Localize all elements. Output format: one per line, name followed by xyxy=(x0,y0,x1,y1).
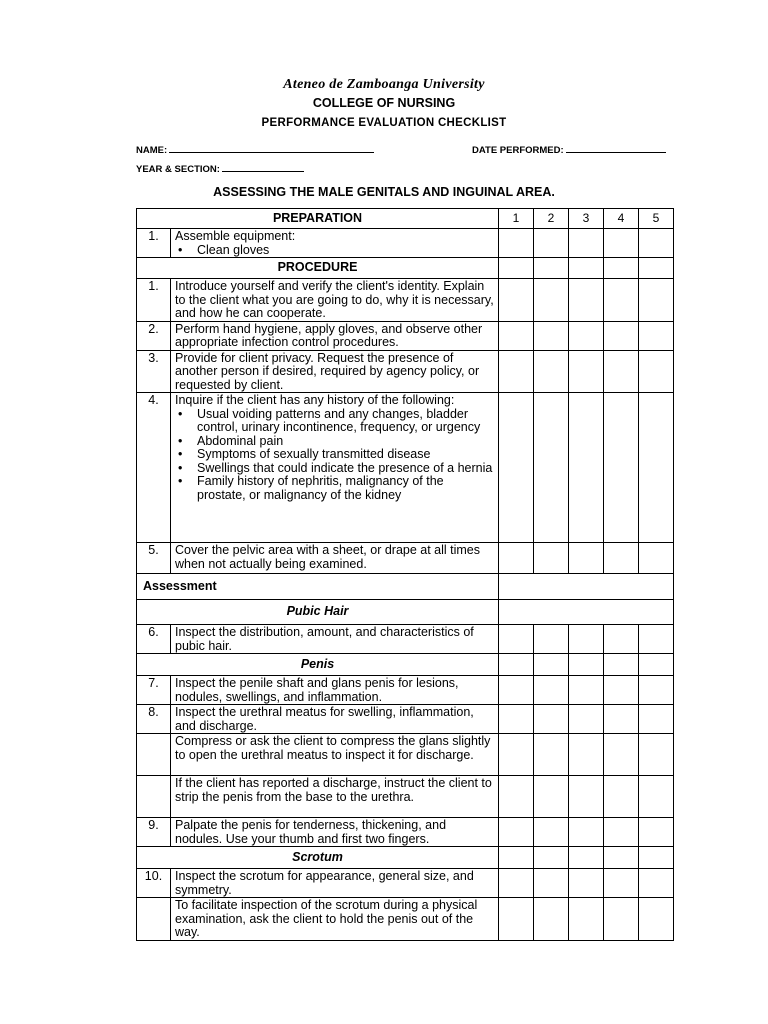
score-cell[interactable] xyxy=(604,543,639,574)
score-cell[interactable] xyxy=(534,229,569,258)
score-cell[interactable] xyxy=(604,705,639,734)
item-number: 1. xyxy=(137,279,171,322)
item-number: 10. xyxy=(137,869,171,898)
name-field xyxy=(136,143,374,156)
date-blank[interactable] xyxy=(566,143,666,153)
score-cell[interactable] xyxy=(639,776,674,818)
bullet-item: • Symptoms of sexually transmitted disease xyxy=(178,447,431,461)
score-cell[interactable] xyxy=(499,776,534,818)
score-cell xyxy=(534,847,569,869)
score-cell xyxy=(639,654,674,676)
score-cell[interactable] xyxy=(604,321,639,350)
preparation-heading: PREPARATION xyxy=(137,209,499,229)
score-cell[interactable] xyxy=(569,321,604,350)
score-cell[interactable] xyxy=(639,869,674,898)
item-text: Introduce yourself and verify the client's identity. Explain to the client what you are going to do, why it is necessary, and how he can cooperate. xyxy=(171,279,499,322)
score-cell[interactable] xyxy=(499,676,534,705)
item-text: Inspect the scrotum for appearance, general size, and symmetry. xyxy=(171,869,499,898)
score-cell[interactable] xyxy=(639,321,674,350)
score-cell[interactable] xyxy=(604,625,639,654)
score-cell[interactable] xyxy=(499,705,534,734)
score-cell[interactable] xyxy=(604,818,639,847)
year-section-blank[interactable] xyxy=(222,162,304,172)
score-cell[interactable] xyxy=(499,734,534,776)
item-number: 7. xyxy=(137,676,171,705)
score-cell[interactable] xyxy=(569,705,604,734)
score-cell[interactable] xyxy=(499,869,534,898)
item-text: Inspect the distribution, amount, and characteristics of pubic hair. xyxy=(171,625,499,654)
score-cell[interactable] xyxy=(604,676,639,705)
subheading-row xyxy=(137,847,674,869)
score-cell[interactable] xyxy=(534,543,569,574)
item-text: Cover the pelvic area with a sheet, or drape at all times when not actually being examined. xyxy=(171,543,499,574)
score-cell xyxy=(534,258,569,279)
score-cell[interactable] xyxy=(534,350,569,393)
score-cell[interactable] xyxy=(499,393,534,543)
score-cell[interactable] xyxy=(499,279,534,322)
university-name: Ateneo de Zamboanga University xyxy=(283,77,485,92)
score-cell[interactable] xyxy=(569,818,604,847)
score-cell[interactable] xyxy=(534,625,569,654)
table-row xyxy=(137,705,674,734)
score-cell[interactable] xyxy=(639,818,674,847)
preparation-header-row xyxy=(137,209,674,229)
subheading-row xyxy=(137,600,674,625)
item-number: 1. xyxy=(137,229,171,258)
item-text: Perform hand hygiene, apply gloves, and observe other appropriate infection control procedures. xyxy=(171,321,499,350)
table-row xyxy=(137,776,674,818)
college-name: COLLEGE OF NURSING xyxy=(312,96,456,110)
score-header: 5 xyxy=(639,209,674,229)
procedure-header-row xyxy=(137,258,674,279)
score-cell[interactable] xyxy=(604,776,639,818)
bullet-item: • Swellings that could indicate the presence of a hernia xyxy=(178,460,493,475)
score-cell[interactable] xyxy=(569,776,604,818)
score-cell xyxy=(569,258,604,279)
score-cell[interactable] xyxy=(639,705,674,734)
score-cell[interactable] xyxy=(534,393,569,543)
name-blank[interactable] xyxy=(169,143,374,153)
item-number: 4. xyxy=(137,393,171,543)
score-cell[interactable] xyxy=(499,898,534,941)
table-row xyxy=(137,229,674,258)
score-cell[interactable] xyxy=(604,869,639,898)
blank-cell xyxy=(499,600,674,625)
assessment-row xyxy=(137,574,674,600)
score-cell[interactable] xyxy=(534,898,569,941)
name-label: NAME: xyxy=(136,145,168,156)
item-text: Compress or ask the client to compress the glans slightly to open the urethral meatus to inspect it for discharge. xyxy=(171,734,499,776)
item-label: Assemble equipment: xyxy=(175,229,296,243)
score-cell xyxy=(604,847,639,869)
item-number: 3. xyxy=(137,350,171,393)
item-text: Palpate the penis for tenderness, thickening, and nodules. Use your thumb and first two fingers. xyxy=(171,818,499,847)
score-cell[interactable] xyxy=(534,279,569,322)
score-cell[interactable] xyxy=(569,393,604,543)
item-text: Inspect the penile shaft and glans penis for lesions, nodules, swellings, and inflammation. xyxy=(171,676,499,705)
score-cell[interactable] xyxy=(569,543,604,574)
score-cell[interactable] xyxy=(639,734,674,776)
score-cell[interactable] xyxy=(569,279,604,322)
date-field xyxy=(472,143,666,156)
score-cell[interactable] xyxy=(639,898,674,941)
table-row xyxy=(137,676,674,705)
score-header: 1 xyxy=(499,209,534,229)
score-cell[interactable] xyxy=(534,705,569,734)
date-label: DATE PERFORMED: xyxy=(472,145,564,156)
item-number: 5. xyxy=(137,543,171,574)
blank-cell xyxy=(499,574,674,600)
table-row xyxy=(137,734,674,776)
score-cell[interactable] xyxy=(499,818,534,847)
score-cell[interactable] xyxy=(569,734,604,776)
score-cell[interactable] xyxy=(534,869,569,898)
procedure-heading: PROCEDURE xyxy=(137,258,499,279)
score-cell[interactable] xyxy=(639,393,674,543)
score-cell[interactable] xyxy=(604,898,639,941)
item-number: 9. xyxy=(137,818,171,847)
pubic-hair-heading: Pubic Hair xyxy=(137,600,499,625)
bullet-item: • Abdominal pain xyxy=(178,433,284,448)
score-cell[interactable] xyxy=(604,350,639,393)
score-cell xyxy=(639,847,674,869)
score-cell[interactable] xyxy=(499,543,534,574)
score-cell[interactable] xyxy=(604,734,639,776)
table-row xyxy=(137,625,674,654)
score-cell xyxy=(604,654,639,676)
assessment-heading: Assessment xyxy=(137,574,499,600)
score-header: 2 xyxy=(534,209,569,229)
score-cell[interactable] xyxy=(569,898,604,941)
table-row xyxy=(137,898,674,941)
score-header: 4 xyxy=(604,209,639,229)
score-cell[interactable] xyxy=(499,321,534,350)
year-section-label: YEAR & SECTION: xyxy=(136,164,220,175)
score-cell[interactable] xyxy=(639,625,674,654)
score-cell[interactable] xyxy=(639,350,674,393)
table-row xyxy=(137,393,674,543)
item-number xyxy=(137,776,171,818)
table-row xyxy=(137,279,674,322)
bullet-item: • Clean gloves xyxy=(178,242,270,257)
score-cell[interactable] xyxy=(639,676,674,705)
penis-heading: Penis xyxy=(137,654,499,676)
table-row xyxy=(137,818,674,847)
item-text: To facilitate inspection of the scrotum during a physical examination, ask the client to hold the penis out of the way. xyxy=(171,898,499,941)
bullet-item: • Family history of nephritis, malignancy of the prostate, or malignancy of the kidney xyxy=(178,474,444,502)
table-row xyxy=(137,869,674,898)
table-row xyxy=(137,321,674,350)
score-cell xyxy=(639,258,674,279)
score-cell[interactable] xyxy=(499,350,534,393)
procedure-title: ASSESSING THE MALE GENITALS AND INGUINAL AREA. xyxy=(213,185,555,199)
score-cell[interactable] xyxy=(534,734,569,776)
score-cell[interactable] xyxy=(534,321,569,350)
item-label: Inquire if the client has any history of the following: xyxy=(175,393,455,407)
table-row xyxy=(137,543,674,574)
evaluation-table xyxy=(136,208,674,941)
score-cell[interactable] xyxy=(604,279,639,322)
score-cell[interactable] xyxy=(569,676,604,705)
score-cell[interactable] xyxy=(569,229,604,258)
score-cell[interactable] xyxy=(534,776,569,818)
score-cell[interactable] xyxy=(639,229,674,258)
item-number xyxy=(137,898,171,941)
item-number: 6. xyxy=(137,625,171,654)
score-cell[interactable] xyxy=(569,625,604,654)
scrotum-heading: Scrotum xyxy=(137,847,499,869)
item-text: Provide for client privacy. Request the presence of another person if desired, required by agency policy, or requested by client. xyxy=(171,350,499,393)
subheading-row xyxy=(137,654,674,676)
item-number xyxy=(137,734,171,776)
item-number: 8. xyxy=(137,705,171,734)
score-cell xyxy=(499,654,534,676)
year-section-field xyxy=(136,162,304,175)
score-cell[interactable] xyxy=(604,229,639,258)
score-cell[interactable] xyxy=(604,393,639,543)
bullet-item: • Usual voiding patterns and any changes, bladder control, urinary incontinence, frequency, or urgency xyxy=(178,406,481,434)
score-cell[interactable] xyxy=(569,869,604,898)
score-cell[interactable] xyxy=(534,676,569,705)
score-cell xyxy=(604,258,639,279)
checklist-title: PERFORMANCE EVALUATION CHECKLIST xyxy=(261,117,507,129)
score-cell xyxy=(534,654,569,676)
score-cell[interactable] xyxy=(499,625,534,654)
score-cell xyxy=(569,847,604,869)
score-cell[interactable] xyxy=(639,279,674,322)
score-cell xyxy=(569,654,604,676)
score-cell[interactable] xyxy=(499,229,534,258)
item-text: Inspect the urethral meatus for swelling, inflammation, and discharge. xyxy=(171,705,499,734)
score-cell[interactable] xyxy=(534,818,569,847)
table-row xyxy=(137,350,674,393)
item-number: 2. xyxy=(137,321,171,350)
score-cell[interactable] xyxy=(569,350,604,393)
score-cell xyxy=(499,847,534,869)
item-text: If the client has reported a discharge, instruct the client to strip the penis from the base to the urethra. xyxy=(171,776,499,818)
score-cell[interactable] xyxy=(639,543,674,574)
item-text xyxy=(171,393,499,543)
score-header: 3 xyxy=(569,209,604,229)
item-text xyxy=(171,229,499,258)
score-cell xyxy=(499,258,534,279)
